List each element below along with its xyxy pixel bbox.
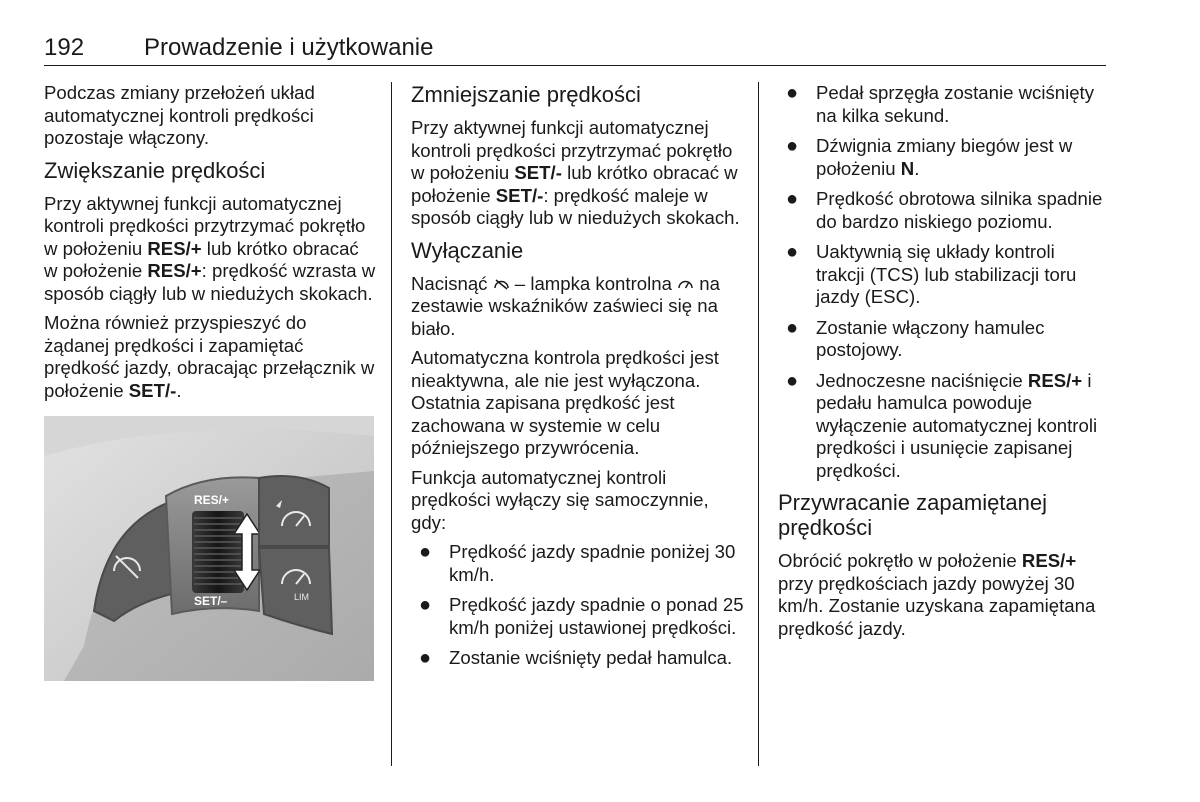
list-item: ● Dźwignia zmiany biegów jest w położeniu N. bbox=[786, 135, 1073, 179]
increase-paragraph-1: Przy aktywnej funkcji automatycznej kontroli prędkości przytrzymać pokrętło w położeniu RES/+ lub krótko obracać w położenie RES/+: prędkość wzrasta w sposób ciągły lub w niedużych skokach. bbox=[44, 192, 376, 304]
list-item: ● Prędkość obrotowa silnika spadnie do bardzo niskiego poziomu. bbox=[786, 188, 1103, 232]
cruise-cancel-icon bbox=[493, 277, 510, 291]
auto-off-list-continued bbox=[778, 82, 1108, 482]
res-label: RES/+ bbox=[194, 493, 230, 507]
lim-label: LIM bbox=[294, 592, 310, 602]
heading-switch-off: Wyłączanie bbox=[411, 237, 524, 263]
intro-paragraph: Podczas zmiany przełożeń układ automatycznej kontroli prędkości pozostaje włączony. bbox=[44, 82, 315, 148]
inactive-paragraph: Automatyczna kontrola prędkości jest nieaktywna, ale nie jest wyłączona. Ostatnia zapisana prędkość jest zachowana w systemie w celu późniejszego przywrócenia. bbox=[411, 347, 719, 458]
set-label: SET/– bbox=[194, 594, 228, 608]
decrease-paragraph: Przy aktywnej funkcji automatycznej kontroli prędkości przytrzymać pokrętło w położeniu SET/- lub krótko obracać w położenie SET/-: prędkość maleje w sposób ciągły lub w niedużych skokach. bbox=[411, 117, 740, 228]
switch-off-paragraph: Nacisnąć – lampka kontrolna na zestawie wskaźników zaświeci się na biało. bbox=[411, 272, 720, 339]
page-header bbox=[44, 34, 1106, 66]
cruise-on-button-shape bbox=[259, 476, 329, 546]
list-item: ● Prędkość jazdy spadnie poniżej 30 km/h. bbox=[419, 541, 736, 585]
column-3 bbox=[778, 82, 1108, 647]
heading-increase-speed: Zwiększanie prędkości bbox=[44, 157, 266, 183]
list-item: ● Prędkość jazdy spadnie o ponad 25 km/h poniżej ustawionej prędkości. bbox=[419, 594, 744, 638]
column-divider bbox=[758, 82, 759, 766]
column-1 bbox=[44, 82, 376, 681]
chapter-title: Prowadzenie i użytkowanie bbox=[144, 34, 434, 61]
auto-off-list bbox=[411, 541, 747, 670]
steering-wheel-controls-figure bbox=[44, 416, 374, 681]
list-item: ● Pedał sprzęgła zostanie wciśnięty na kilka sekund. bbox=[786, 82, 1095, 126]
heading-restore-speed: Przywracanie zapamiętanej prędkości bbox=[778, 490, 1048, 540]
column-2 bbox=[411, 82, 747, 678]
increase-paragraph-2: Można również przyspieszyć do żądanej prędkości i zapamiętać prędkość jazdy, obracając przełącznik w położenie SET/-. bbox=[44, 312, 375, 401]
cruise-control-indicator-icon bbox=[677, 277, 694, 291]
page-number: 192 bbox=[44, 34, 85, 61]
list-item: ● Uaktywnią się układy kontroli trakcji (TCS) lub stabilizacji toru jazdy (ESC). bbox=[786, 241, 1077, 307]
list-item: ● Zostanie włączony hamulec postojowy. bbox=[786, 316, 1045, 360]
auto-off-paragraph: Funkcja automatycznej kontroli prędkości wyłączy się samoczynnie, gdy: bbox=[411, 466, 709, 533]
list-item: ● Jednoczesne naciśnięcie RES/+ i pedału hamulca powoduje wyłączenie automatycznej kontroli prędkości i usunięcie zapisanej prędkości. bbox=[786, 369, 1098, 481]
restore-paragraph: Obrócić pokrętło w położenie RES/+ przy prędkościach jazdy powyżej 30 km/h. Zostanie uzyskana zapamiętana prędkość jazdy. bbox=[778, 550, 1096, 639]
heading-decrease-speed: Zmniejszanie prędkości bbox=[411, 82, 641, 107]
list-item: ● Zostanie wciśnięty pedał hamulca. bbox=[419, 647, 733, 669]
column-divider bbox=[391, 82, 392, 766]
